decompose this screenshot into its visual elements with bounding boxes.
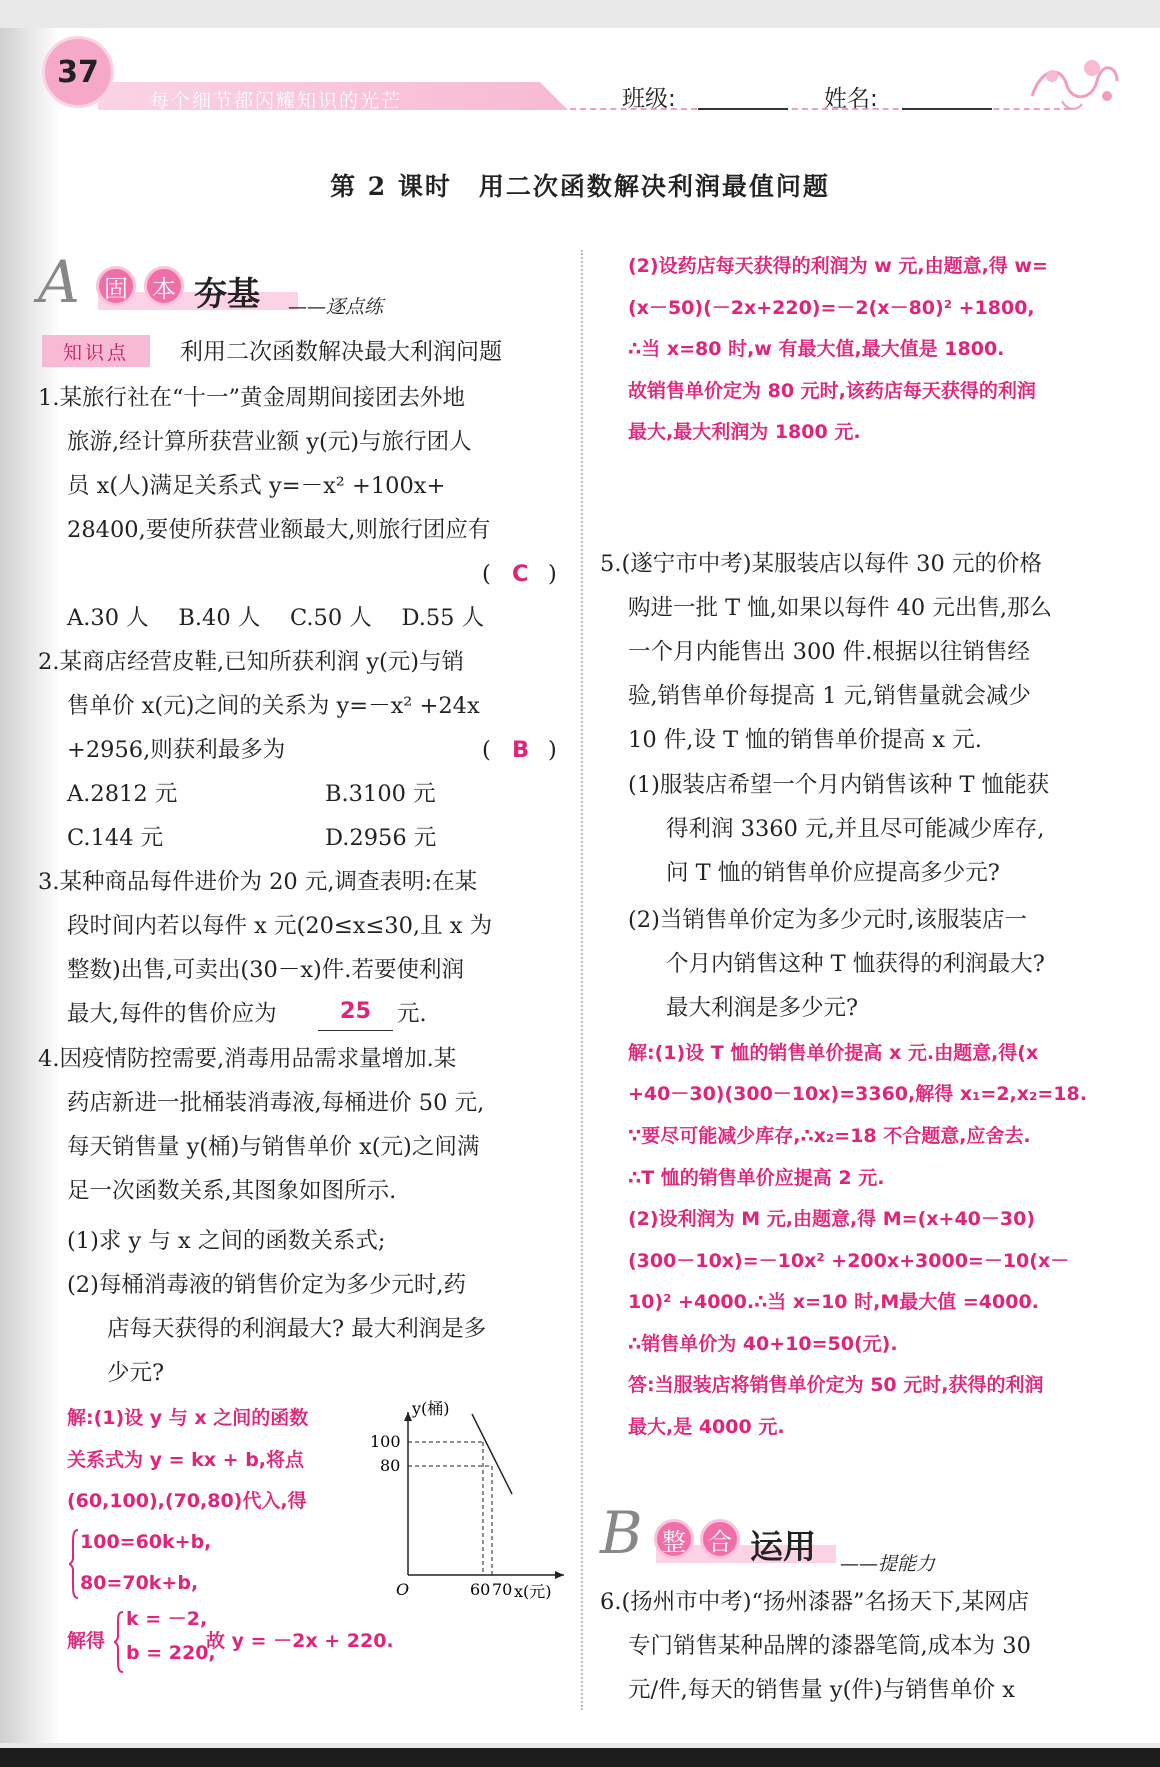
q5-part-1-line-2: 得利润 3360 元,并且尽可能减少库存, <box>666 816 1045 842</box>
q2-option-c: C.144 元 <box>67 825 164 851</box>
q1-line-1: 1.某旅行社在“十一”黄金周期间接团去外地 <box>38 385 465 411</box>
y-axis-arrow-icon <box>404 1412 412 1421</box>
q5-sol-line-3: ∵要尽可能减少库存,∴x₂=18 不合题意,应舍去. <box>628 1125 1031 1147</box>
q6-line-3: 元/件,每天的销售量 y(件)与销售单价 x <box>628 1677 1015 1703</box>
q4-sol-r-line-3: ∴当 x=80 时,w 有最大值,最大值是 1800. <box>628 338 1005 360</box>
section-b-char-1: 整 <box>654 1519 694 1559</box>
bottom-bar <box>0 1748 1160 1767</box>
graph-tick-100: 100 <box>370 1432 401 1451</box>
q5-sol-line-7: 10)² +4000.∴当 x=10 时,M最大值 =4000. <box>628 1291 1039 1313</box>
q1-answer: C <box>512 561 529 587</box>
q4-sol-r-line-4: 故销售单价定为 80 元时,该药店每天获得的利润 <box>628 380 1036 402</box>
q5-line-3: 一个月内能售出 300 件.根据以往销售经 <box>628 639 1030 665</box>
q6-line-1: 6.(扬州市中考)“扬州漆器”名扬天下,某网店 <box>600 1589 1030 1615</box>
q4-part-2-line-1: (2)每桶消毒液的销售价定为多少元时,药 <box>67 1272 467 1298</box>
q5-line-5: 10 件,设 T 恤的销售单价提高 x 元. <box>628 727 982 753</box>
q5-sol-line-4: ∴T 恤的销售单价应提高 2 元. <box>628 1167 885 1189</box>
section-a-char-1: 固 <box>96 266 136 306</box>
q4-part-1: (1)求 y 与 x 之间的函数关系式; <box>67 1228 386 1254</box>
section-b-title: 运用 <box>750 1527 816 1566</box>
slogan: 每个细节都闪耀知识的光芒 <box>150 90 403 112</box>
section-a-title: 夯基 <box>194 274 260 313</box>
q4-part-2-line-3: 少元? <box>107 1360 165 1386</box>
q4-sol-eq-1: 100=60k+b, <box>80 1531 212 1553</box>
q4-sol-k: k = －2, <box>126 1608 208 1630</box>
q5-line-1: 5.(遂宁市中考)某服装店以每件 30 元的价格 <box>600 551 1042 577</box>
section-a-header <box>38 248 558 322</box>
q5-line-2: 购进一批 T 恤,如果以每件 40 元出售,那么 <box>628 595 1053 621</box>
graph-tick-60: 60 <box>470 1580 491 1599</box>
lesson-title: 第 2 课时 用二次函数解决利润最值问题 <box>330 172 830 201</box>
q4-line-2: 药店新进一批桶装消毒液,每桶进价 50 元, <box>67 1090 485 1116</box>
q5-part-2-line-1: (2)当销售单价定为多少元时,该服装店一 <box>628 907 1028 933</box>
q3-line-1: 3.某种商品每件进价为 20 元,调查表明:在某 <box>38 869 478 895</box>
graph-y-label: y(桶) <box>412 1400 450 1418</box>
q5-part-1-line-1: (1)服装店希望一个月内销售该种 T 恤能获 <box>628 772 1050 798</box>
class-label: 班级: <box>622 86 676 112</box>
q5-part-2-line-2: 个月内销售这种 T 恤获得的利润最大? <box>666 951 1045 977</box>
q2-option-b: B.3100 元 <box>325 781 436 807</box>
q4-sol-r-line-1: (2)设药店每天获得的利润为 w 元,由题意,得 w= <box>628 255 1048 277</box>
q3-answer-blank: 25 <box>318 992 393 1031</box>
name-label: 姓名: <box>824 86 878 112</box>
knowledge-point-tag: 知识点 <box>42 335 150 367</box>
q2-answer: B <box>512 737 530 763</box>
x-axis-arrow-icon <box>555 1571 564 1579</box>
q2-line-3: +2956,则获利最多为 <box>67 737 286 763</box>
q4-sol-result: 故 y = －2x + 220. <box>206 1630 394 1652</box>
q2-option-a: A.2812 元 <box>67 781 178 807</box>
system-brace-icon <box>68 1528 80 1600</box>
q6-line-2: 专门销售某种品牌的漆器笔筒,成本为 30 <box>628 1633 1031 1659</box>
q2-bracket-open: ( <box>482 737 491 763</box>
q1-bracket-open: ( <box>482 561 491 587</box>
q4-sol-line-1: 解:(1)设 y 与 x 之间的函数 <box>67 1407 309 1429</box>
page-number: 37 <box>42 36 114 108</box>
q3-line-3: 整数)出售,可卖出(30－x)件.若要使利润 <box>67 957 464 983</box>
q4-sol-solve-label: 解得 <box>67 1630 106 1652</box>
name-field-line[interactable] <box>902 108 992 110</box>
q1-options: A.30 人 B.40 人 C.50 人 D.55 人 <box>67 605 485 631</box>
section-b-letter: B <box>600 1499 643 1567</box>
q4-line-1: 4.因疫情防控需要,消毒用品需求量增加.某 <box>38 1046 457 1072</box>
page-header <box>42 36 1122 116</box>
knowledge-point-title: 利用二次函数解决最大利润问题 <box>180 339 502 365</box>
section-b-header <box>600 1499 1000 1575</box>
q4-sol-r-line-5: 最大,最大利润为 1800 元. <box>628 421 861 443</box>
column-divider <box>581 250 583 1710</box>
q4-line-4: 足一次函数关系,其图象如图所示. <box>67 1178 397 1204</box>
q4-function-graph <box>368 1400 568 1610</box>
q5-sol-line-5: (2)设利润为 M 元,由题意,得 M=(x+40－30) <box>628 1208 1036 1230</box>
q3-line-4: 最大,每件的售价应为 <box>67 1001 277 1027</box>
q5-line-4: 验,销售单价每提高 1 元,销售量就会减少 <box>628 683 1031 709</box>
q4-sol-line-3: (60,100),(70,80)代入,得 <box>67 1490 307 1512</box>
q5-sol-line-6: (300－10x)=－10x² +200x+3000=－10(x－ <box>628 1250 1070 1272</box>
q4-part-2-line-2: 店每天获得的利润最大? 最大利润是多 <box>107 1316 487 1342</box>
q5-sol-line-8: ∴销售单价为 40+10=50(元). <box>628 1333 898 1355</box>
q4-sol-b: b = 220, <box>126 1642 216 1664</box>
section-a-char-2: 本 <box>144 266 184 306</box>
graph-x-label: x(元) <box>514 1582 552 1601</box>
q4-sol-eq-2: 80=70k+b, <box>80 1572 199 1594</box>
section-a-letter: A <box>38 248 80 316</box>
q4-line-3: 每天销售量 y(桶)与销售单价 x(元)之间满 <box>67 1134 480 1160</box>
q1-line-2: 旅游,经计算所获营业额 y(元)与旅行团人 <box>67 429 472 455</box>
floral-ornament-icon <box>1022 46 1122 116</box>
graph-tick-80: 80 <box>380 1456 401 1475</box>
q2-bracket-close: ) <box>548 737 557 763</box>
q2-line-2: 售单价 x(元)之间的关系为 y=－x² +24x <box>67 693 480 719</box>
q5-sol-line-1: 解:(1)设 T 恤的销售单价提高 x 元.由题意,得(x <box>628 1042 1039 1064</box>
q1-line-4: 28400,要使所获营业额最大,则旅行团应有 <box>67 517 491 543</box>
solution-brace-icon <box>113 1610 125 1674</box>
q3-line-4-end: 元. <box>397 1001 427 1027</box>
graph-tick-70: 70 <box>492 1580 513 1599</box>
q3-line-2: 段时间内若以每件 x 元(20≤x≤30,且 x 为 <box>67 913 493 939</box>
q2-line-1: 2.某商店经营皮鞋,已知所获利润 y(元)与销 <box>38 649 465 675</box>
section-b-char-2: 合 <box>700 1519 740 1559</box>
section-a-subtitle: ——逐点练 <box>288 296 384 318</box>
q1-bracket-close: ) <box>548 561 557 587</box>
q5-part-2-line-3: 最大利润是多少元? <box>666 995 859 1021</box>
q5-part-1-line-3: 问 T 恤的销售单价应提高多少元? <box>666 860 1000 886</box>
graph-origin: O <box>396 1580 410 1599</box>
q5-sol-line-2: +40－30)(300－10x)=3360,解得 x₁=2,x₂=18. <box>628 1083 1087 1105</box>
q2-option-d: D.2956 元 <box>325 825 437 851</box>
class-field-line[interactable] <box>698 108 788 110</box>
q4-sol-line-2: 关系式为 y = kx + b,将点 <box>67 1449 305 1471</box>
q5-sol-line-10: 最大,是 4000 元. <box>628 1416 785 1438</box>
section-b-subtitle: ——提能力 <box>840 1553 936 1575</box>
q5-sol-line-9: 答:当服装店将销售单价定为 50 元时,获得的利润 <box>628 1374 1044 1396</box>
q4-sol-r-line-2: (x－50)(－2x+220)=－2(x－80)² +1800, <box>628 297 1035 319</box>
q1-line-3: 员 x(人)满足关系式 y=－x² +100x+ <box>67 473 446 499</box>
